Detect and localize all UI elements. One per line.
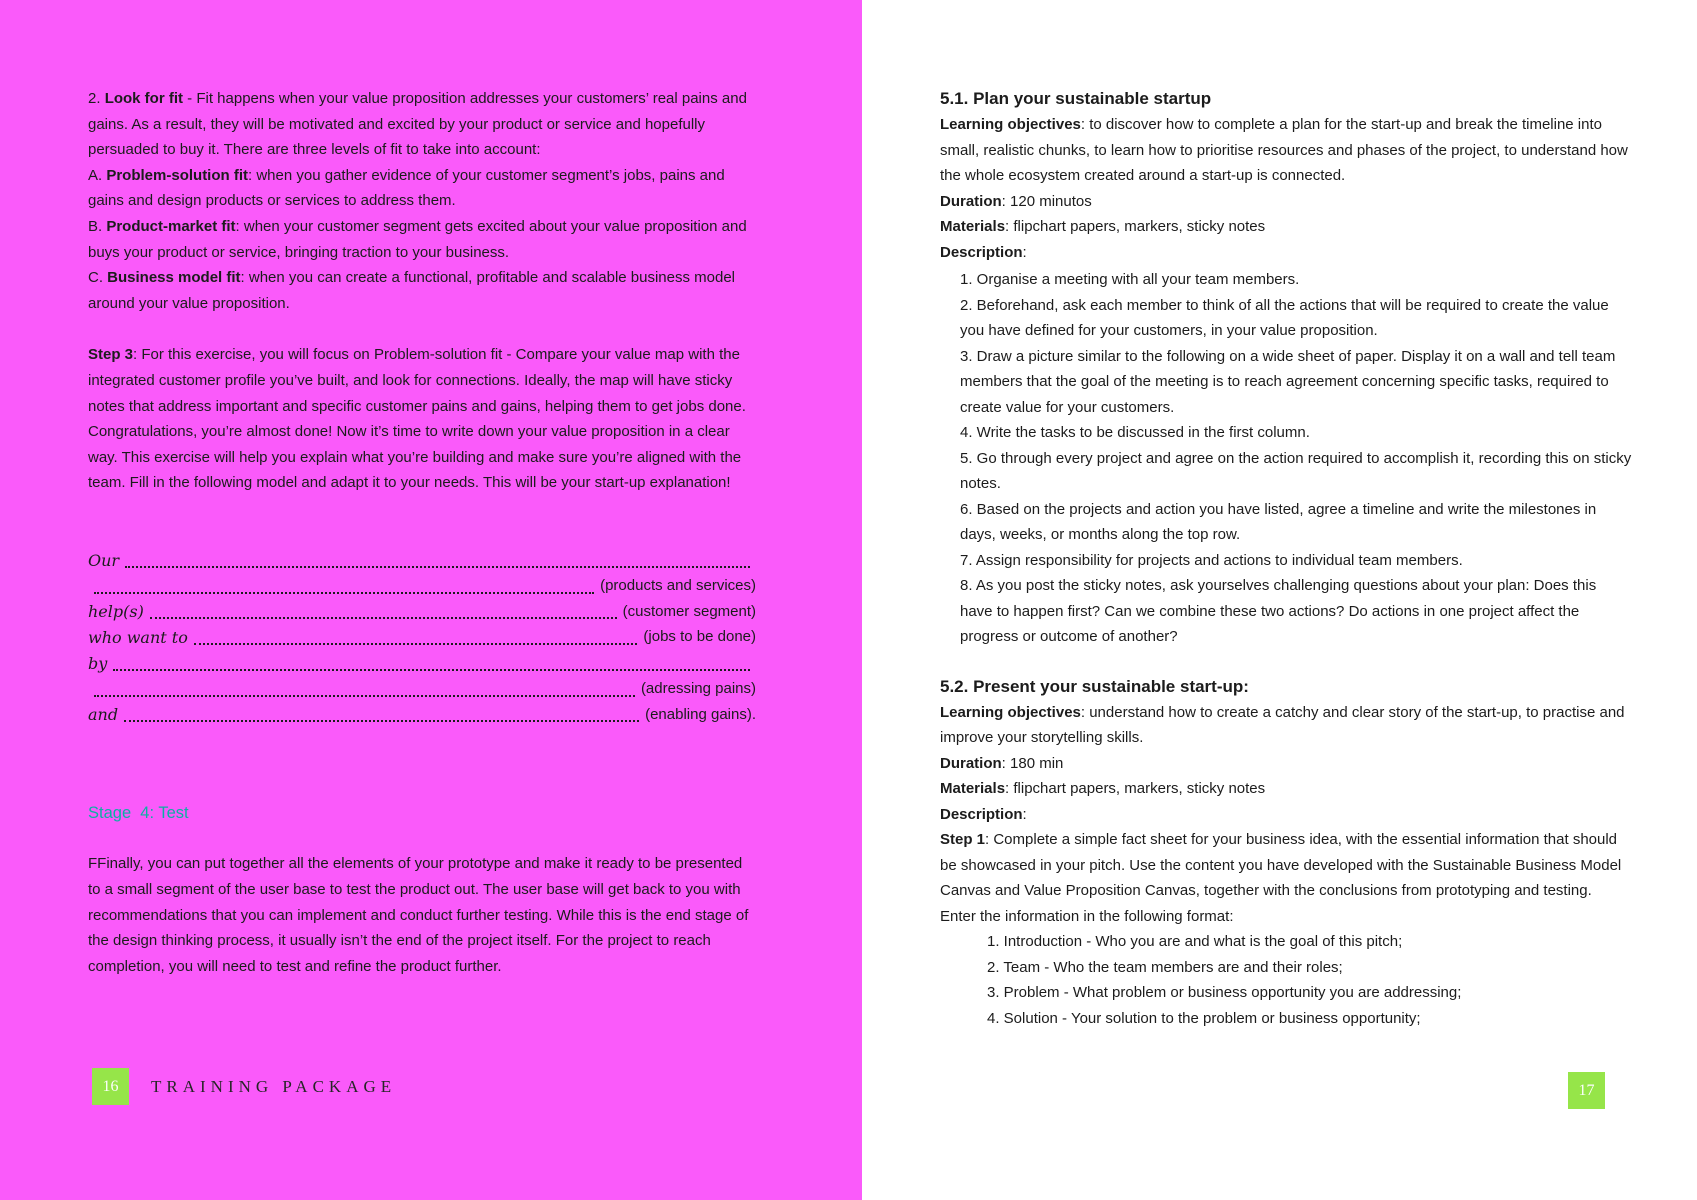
list-item: 6. Based on the projects and action you have listed, agree a timeline and write the milestones in days, weeks, or months along the top row. xyxy=(960,500,1597,543)
model-row xyxy=(88,547,756,573)
value-proposition-fill-in-model xyxy=(88,547,756,728)
section-5-1-heading: 5.1. Plan your sustainable startup xyxy=(940,89,1212,108)
model-row xyxy=(88,624,756,650)
list-item: 4. Solution - Your solution to the problem or business opportunity; xyxy=(987,1009,1421,1027)
list-item: 2. Beforehand, ask each member to think of all the actions that will be required to create the value you have defined for your customers, in your value proposition. xyxy=(960,296,1609,339)
dotted-fill-line xyxy=(125,566,750,568)
model-cursive-word: by xyxy=(88,653,108,673)
dotted-fill-line xyxy=(94,592,594,594)
list-item: 4. Write the tasks to be discussed in the first column. xyxy=(960,424,1310,441)
left-page-footer xyxy=(92,1068,396,1105)
s2-step1: Step 1: Complete a simple fact sheet for your business idea, with the essential information that should be showcased in your pitch. Use the content you have developed with the Sustainable Business Model Canvas and Value Proposition Canvas, together with the conclusions from prototyping and testing. xyxy=(940,831,1622,899)
s1-steps-list xyxy=(940,267,1632,650)
s2-duration: Duration: 180 min xyxy=(940,754,1064,772)
s2-description-label: Description: xyxy=(940,805,1027,823)
dotted-fill-line xyxy=(124,720,639,722)
model-row xyxy=(88,573,756,599)
dotted-fill-line xyxy=(150,617,617,619)
s1-materials: Materials: flipchart papers, markers, sticky notes xyxy=(940,218,1266,235)
stage-4-test-heading: Stage 4: Test xyxy=(88,804,189,823)
model-row xyxy=(88,702,756,728)
s1-description-label: Description: xyxy=(940,243,1027,261)
page-number-right: 17 xyxy=(1568,1072,1605,1109)
dotted-fill-line xyxy=(94,695,635,697)
paragraph-congratulations: Congratulations, you’re almost done! Now it’s time to write down your value proposition in a clear way. This exercise will help you explain what you’re building and make sure you’re aligned with the team. Fill in the following model and adapt it to your needs. This will be your start-up explanation! xyxy=(88,423,742,492)
model-hint-label: (jobs to be done) xyxy=(643,628,756,646)
model-cursive-word: who want to xyxy=(88,628,188,648)
list-item: 3. Draw a picture similar to the following on a wide sheet of paper. Display it on a wall and tell team members that the goal of the meeting is to reach agreement concerning specific tasks, required to create value for your customers. xyxy=(960,347,1616,416)
model-hint-label: (products and services) xyxy=(600,576,756,594)
list-item: 3. Problem - What problem or business opportunity you are addressing; xyxy=(987,984,1462,1001)
list-item: 1. Organise a meeting with all your team members. xyxy=(960,271,1300,288)
paragraph-test-stage: FFinally, you can put together all the elements of your prototype and make it ready to be presented to a small segment of the user base to test the product out. The user base will get back to you with recommendations that you can implement and conduct further testing. While this is the end stage of the design thinking process, it usually isn’t the end of the project itself. For the project to reach completion, you will need to test and refine the product further. xyxy=(88,855,749,975)
s1-duration: Duration: 120 minutos xyxy=(940,192,1092,210)
list-item: 8. As you post the sticky notes, ask yourselves challenging questions about your plan: Does this have to happen first? Can we combine these two actions? Do actions in one project affect the progress or outcome of another? xyxy=(960,577,1597,645)
s2-materials: Materials: flipchart papers, markers, sticky notes xyxy=(940,780,1266,797)
model-hint-label: (enabling gains). xyxy=(645,705,756,723)
model-row xyxy=(88,599,756,625)
right-page-content xyxy=(940,86,1632,1031)
step3-block xyxy=(88,342,756,496)
model-hint-label: (adressing pains) xyxy=(640,679,756,697)
paragraph-look-for-fit: 2. Look for fit - Fit happens when your value proposition addresses your customers’ real pains and gains. As a result, they will be motivated and excited by your product or service and hopefully persuaded to buy it. There are three levels of fit to take into account: xyxy=(88,90,747,159)
section-5-2-heading: 5.2. Present your sustainable start-up: xyxy=(940,676,1249,696)
footer-title: TRAINING PACKAGE xyxy=(151,1076,397,1096)
model-row xyxy=(88,650,756,676)
left-page-content xyxy=(88,86,756,979)
dotted-fill-line xyxy=(113,669,750,671)
list-item: 2. Team - Who the team members are and their roles; xyxy=(987,958,1343,976)
s1-learning-objectives: Learning objectives: to discover how to complete a plan for the start-up and break the timeline into small, realistic chunks, to learn how to prioritise resources and phases of the project, to understand how the whole ecosystem created around a start-up is connected. xyxy=(940,116,1628,184)
dotted-fill-line xyxy=(194,643,638,645)
s2-enter-format-line: Enter the information in the following format: xyxy=(940,907,1234,925)
model-cursive-word xyxy=(88,597,94,599)
model-cursive-word: Our xyxy=(88,550,120,570)
list-item: 7. Assign responsibility for projects and actions to individual team members. xyxy=(960,551,1463,569)
fit-intro-block xyxy=(88,86,756,316)
page-right xyxy=(862,0,1697,1200)
paragraph-step3: Step 3: For this exercise, you will focus on Problem-solution fit - Compare your value map with the integrated customer profile you’ve built, and look for connections. Ideally, the map will have sticky notes that address important and specific customer pains and gains, helping them to get jobs done. xyxy=(88,346,746,415)
paragraph-problem-solution-fit: A. Problem-solution fit: when you gather evidence of your customer segment’s jobs, pains and gains and design products or services to address them. xyxy=(88,166,725,210)
list-item: 5. Go through every project and agree on the action required to accomplish it, recording this on sticky notes. xyxy=(960,449,1632,492)
paragraph-business-model-fit: C. Business model fit: when you can create a functional, profitable and scalable business model around your value proposition. xyxy=(88,269,736,312)
page-number-left: 16 xyxy=(92,1068,129,1105)
model-row xyxy=(88,676,756,702)
model-cursive-word: and xyxy=(88,705,119,725)
s2-learning-objectives: Learning objectives: understand how to create a catchy and clear story of the start-up, to practise and improve your storytelling skills. xyxy=(940,703,1625,746)
list-item: 1. Introduction - Who you are and what is the goal of this pitch; xyxy=(987,933,1403,950)
paragraph-product-market-fit: B. Product-market fit: when your customer segment gets excited about your value proposition and buys your product or service, bringing traction to your business. xyxy=(88,217,747,261)
model-cursive-word xyxy=(88,700,94,702)
model-cursive-word: help(s) xyxy=(88,602,144,622)
model-hint-label: (customer segment) xyxy=(622,602,756,620)
s2-format-list xyxy=(940,929,1632,1031)
